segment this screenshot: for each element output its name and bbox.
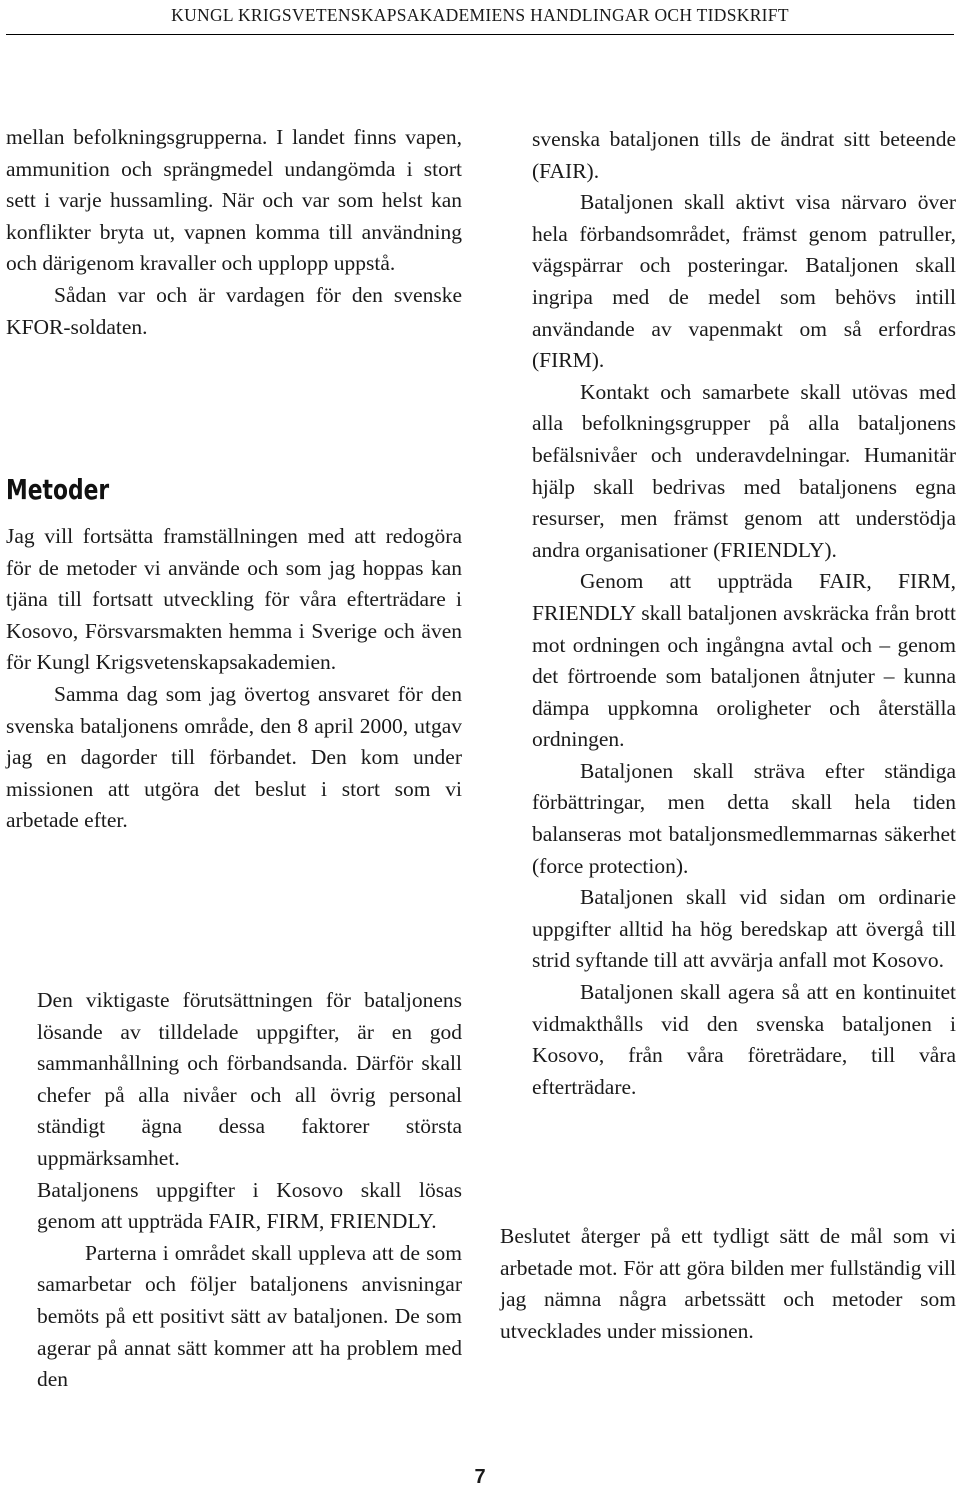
running-header: KUNGL KRIGSVETENSKAPSAKADEMIENS HANDLINGAR OCH TIDSKRIFT bbox=[6, 0, 954, 35]
quote-paragraph: Bataljonen skall agera så att en kontinuitet vidmakthålls vid den svenska bataljonen i Kosovo, från våra företrädare, till våra efterträdare. bbox=[532, 980, 956, 1099]
quote-paragraph: Bataljonen skall sträva efter ständiga förbättringar, men detta skall hela tiden balanseras mot bataljonsmedlemmarnas säkerhet (force protection). bbox=[532, 758, 956, 878]
quote-paragraph: Bataljonens uppgifter i Kosovo skall lösas genom att uppträda FAIR, FIRM, FRIENDLY. bbox=[37, 1177, 462, 1234]
body-paragraph: Samma dag som jag övertog ansvaret för den svenska bataljonens område, den 8 april 2000, utgav jag en dagorder till förbandet. Den kom under missionen att utgöra det beslut i stort som vi arbetade efter. bbox=[6, 681, 462, 833]
section-heading: Metoder bbox=[6, 473, 110, 506]
quote-paragraph: svenska bataljonen tills de ändrat sitt beteende (FAIR). bbox=[532, 127, 956, 183]
intro-paragraph: mellan befolkningsgrupperna. I landet finns vapen, ammunition och sprängmedel undangömda i stort sett i varje hussamling. När och var som helst kan konflikter bryta ut, vapnen komma till användning och därigenom kravaller och upplopp uppstå. bbox=[6, 125, 462, 276]
closing-paragraph: Beslutet återger på ett tydligt sätt de mål som vi arbetade mot. För att göra bilden mer fullständig vill jag nämna några arbetssätt och metoder som utvecklades under missionen. bbox=[500, 1224, 956, 1343]
quote-paragraph: Genom att uppträda FAIR, FIRM, FRIENDLY skall bataljonen avskräcka från brott mot ordningen och ingångna avtal och – genom det förtroende som bataljonen åtnjuter – kunna dämpa uppkomna oroligheter och återställa ordningen. bbox=[532, 569, 956, 752]
dagorder-quote bbox=[37, 985, 462, 1396]
page-number: 7 bbox=[474, 1466, 486, 1488]
left-column-body bbox=[6, 521, 462, 837]
quote-paragraph: Bataljonen skall vid sidan om ordinarie uppgifter alltid ha hög beredskap att övergå till strid syftande till att avvärja anfall mot Kosovo. bbox=[532, 885, 956, 973]
quote-paragraph: Parterna i området skall uppleva att de som samarbetar och följer bataljonens anvisningar bemöts på ett positivt sätt av bataljonen. De som agerar på annat sätt kommer att ha problem med den bbox=[37, 1240, 462, 1392]
body-paragraph: Jag vill fortsätta framställningen med att redogöra för de metoder vi använde och som jag hoppas kan tjäna till fortsatt utveckling för våra efterträdare i Kosovo, Försvarsmakten hemma i Sverige och även för Kungl Krigsvetenskapsakademien. bbox=[6, 524, 462, 675]
quote-paragraph: Den viktigaste förutsättningen för bataljonens lösande av tilldelade uppgifter, är en god sammanhållning och förbandsanda. Därför skall chefer på alla nivåer och all övrig personal ständigt ägna dessa faktorer största uppmärksamhet. bbox=[37, 988, 462, 1170]
quote-paragraph: Kontakt och samarbete skall utövas med alla befolkningsgrupper på alla bataljonens befälsnivåer och underavdelningar. Humanitär hjälp skall bedrivas med bataljonens egna resurser, men främst genom att understödja andra organisationer (FRIENDLY). bbox=[532, 379, 956, 562]
quote-paragraph: Bataljonen skall aktivt visa närvaro över hela förbandsområdet, främst genom patruller, vägspärrar och posteringar. Bataljonen skall ingripa med de medel som behövs intill användande av vapenmakt om så erfordras (FIRM). bbox=[532, 190, 956, 373]
intro-paragraph: Sådan var och är vardagen för den svenske KFOR-soldaten. bbox=[6, 282, 462, 339]
left-column-intro bbox=[6, 122, 462, 343]
right-column-quote bbox=[532, 124, 956, 1103]
